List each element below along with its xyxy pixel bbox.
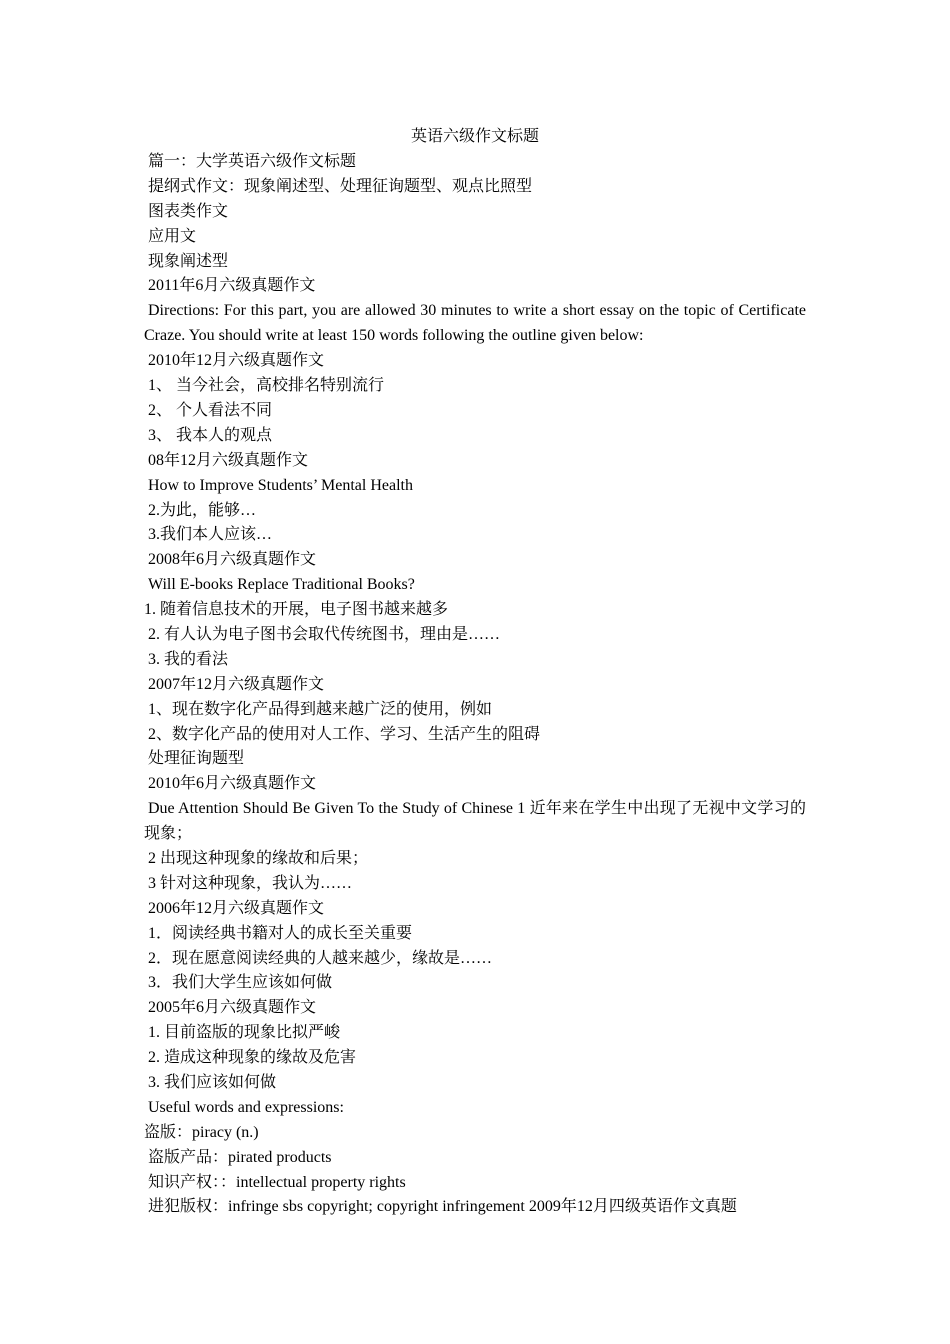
- text-line: 2008年6月六级真题作文: [148, 551, 317, 569]
- text-line: 1、 当今社会，高校排名特别流行: [148, 377, 385, 395]
- text-line: 2.为此，能够…: [148, 501, 257, 519]
- text-line: Useful words and expressions:: [148, 1098, 344, 1116]
- text-line: 盗版：piracy (n.): [144, 1123, 259, 1141]
- text-line: 3 针对这种现象，我认为……: [148, 874, 353, 892]
- text-line: 3.我们本人应该…: [148, 526, 273, 544]
- text-line: 2. 造成这种现象的缘故及危害: [148, 1049, 357, 1067]
- text-line: 2010年6月六级真题作文: [148, 775, 317, 793]
- text-line: 图表类作文: [148, 202, 229, 220]
- text-line: 2、数字化产品的使用对人工作、学习、生活产生的阻碍: [148, 725, 541, 743]
- text-line: 现象阐述型: [148, 252, 229, 270]
- text-line: Will E-books Replace Traditional Books?: [148, 576, 415, 594]
- text-line: 3. 我的看法: [148, 650, 229, 668]
- text-line: 1. 目前盗版的现象比拟严峻: [148, 1024, 341, 1042]
- text-line: 1、现在数字化产品得到越来越广泛的使用，例如: [148, 700, 493, 718]
- text-line: 1．阅读经典书籍对人的成长至关重要: [148, 924, 413, 942]
- document-title: 英语六级作文标题: [410, 128, 539, 145]
- paragraph: Due Attention Should Be Given To the Study of Chinese 1 近年来在学生中出现了无视中文学习的现象；: [144, 800, 806, 843]
- text-line: 应用文: [148, 227, 197, 245]
- text-line: 提纲式作文：现象阐述型、处理征询题型、观点比照型: [148, 177, 533, 195]
- text-line: 2005年6月六级真题作文: [148, 999, 317, 1017]
- text-line: 2 出现这种现象的缘故和后果；: [148, 850, 369, 867]
- text-line: 篇一：大学英语六级作文标题: [148, 153, 357, 170]
- text-line: 处理征询题型: [148, 750, 245, 768]
- text-line: 2011年6月六级真题作文: [148, 277, 316, 295]
- text-line: 3、 我本人的观点: [148, 426, 273, 444]
- text-line: 08年12月六级真题作文: [148, 451, 309, 469]
- text-line: 知识产权：：intellectual property rights: [148, 1173, 406, 1191]
- text-line: 1. 随着信息技术的开展，电子图书越来越多: [144, 601, 449, 619]
- text-line: 2、 个人看法不同: [148, 401, 273, 419]
- text-line: 进犯版权：infringe sbs copyright; copyright infringement 2009年12月四级英语作文真题: [148, 1198, 737, 1216]
- text-line: 2. 有人认为电子图书会取代传统图书，理由是……: [148, 625, 501, 643]
- text-line: 3. 我们应该如何做: [148, 1074, 277, 1092]
- text-line: 2007年12月六级真题作文: [148, 675, 325, 693]
- paragraph: Directions: For this part, you are allowed 30 minutes to write a short essay on the topic of Certificate Craze. You should write at least 150 words following the outline given below:: [144, 302, 806, 345]
- document-body: [144, 150, 806, 1220]
- text-line: 2006年12月六级真题作文: [148, 899, 325, 917]
- text-line: How to Improve Students’ Mental Health: [148, 476, 413, 494]
- text-line: 盗版产品：pirated products: [148, 1148, 332, 1166]
- text-line: 2010年12月六级真题作文: [148, 352, 325, 370]
- text-line: 2．现在愿意阅读经典的人越来越少，缘故是……: [148, 949, 493, 967]
- text-line: 3．我们大学生应该如何做: [148, 974, 333, 992]
